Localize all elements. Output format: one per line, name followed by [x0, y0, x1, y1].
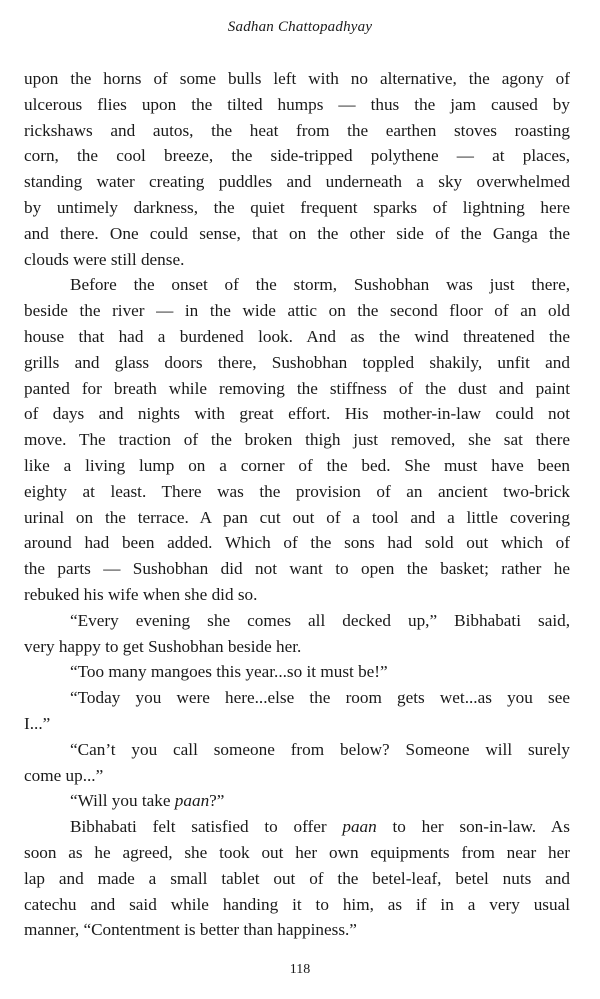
- text-line: by untimely darkness, the quiet frequent sparks of lightning here: [24, 197, 570, 217]
- running-head: Sadhan Chattopadhyay: [227, 19, 373, 35]
- text-line: corn, the cool breeze, the side-tripped polythene — at places,: [24, 146, 570, 166]
- text-line: around had been added. Which of the sons had sold out which of: [24, 533, 570, 553]
- text-line: clouds were still dense.: [24, 249, 185, 269]
- text-line: catechu and said while handing it to him, as if in a very usual: [24, 894, 570, 914]
- text-line: eighty at least. There was the provision of an ancient two-brick: [24, 481, 570, 501]
- text-line: panted for breath while removing the stiffness of the dust and paint: [24, 378, 570, 398]
- text-line: “Today you were here...else the room gets wet...as you see: [70, 688, 570, 708]
- text-line: lap and made a small tablet out of the betel-leaf, betel nuts and: [24, 868, 570, 888]
- text-line: of days and nights with great effort. His mother-in-law could not: [24, 404, 570, 424]
- text-line: very happy to get Sushobhan beside her.: [24, 636, 302, 656]
- text-segment: ?”: [209, 791, 225, 811]
- text-line: standing water creating puddles and underneath a sky overwhelmed: [24, 172, 570, 192]
- text-line: the parts — Sushobhan did not want to open the basket; rather he: [24, 559, 570, 579]
- text-line: urinal on the terrace. A pan cut out of a tool and a little covering: [24, 507, 570, 527]
- text-line: grills and glass doors there, Sushobhan toppled shakily, unfit and: [24, 352, 570, 372]
- text-line: beside the river — in the wide attic on the second floor of an old: [24, 301, 570, 321]
- text-line: soon as he agreed, she took out her own equipments from near her: [24, 842, 570, 862]
- text-line: [24, 788, 570, 814]
- text-line: manner, “Contentment is better than happiness.”: [24, 920, 357, 940]
- text-line: [24, 814, 570, 840]
- text-line: and there. One could sense, that on the other side of the Ganga the: [24, 223, 570, 243]
- text-line: “Too many mangoes this year...so it must be!”: [70, 662, 388, 682]
- text-segment: Bibhabati felt satisfied to offer: [70, 817, 343, 837]
- text-line: come up...”: [24, 765, 104, 785]
- page-number: 118: [289, 962, 311, 977]
- text-line: “Can’t you call someone from below? Someone will surely: [70, 739, 570, 759]
- page-body-text: [24, 66, 570, 943]
- text-segment: to her son-in-law. As: [376, 817, 571, 837]
- text-line: I...”: [24, 713, 51, 733]
- text-line: “Every evening she comes all decked up,” Bibhabati said,: [70, 610, 570, 630]
- text-line: move. The traction of the broken thigh just removed, she sat there: [24, 430, 570, 450]
- text-line: Before the onset of the storm, Sushobhan was just there,: [70, 275, 570, 295]
- italic-word: paan: [342, 817, 377, 837]
- text-segment: “Will you take: [70, 791, 175, 811]
- text-line: upon the horns of some bulls left with no alternative, the agony of: [24, 69, 570, 88]
- text-line: ulcerous flies upon the tilted humps — thus the jam caused by: [24, 94, 570, 114]
- text-line: house that had a burdened look. And as the wind threatened the: [24, 326, 570, 346]
- italic-word: paan: [174, 791, 210, 811]
- text-line: rickshaws and autos, the heat from the earthen stoves roasting: [24, 120, 570, 140]
- text-line: rebuked his wife when she did so.: [24, 584, 258, 604]
- text-line: like a living lump on a corner of the bed. She must have been: [24, 455, 570, 475]
